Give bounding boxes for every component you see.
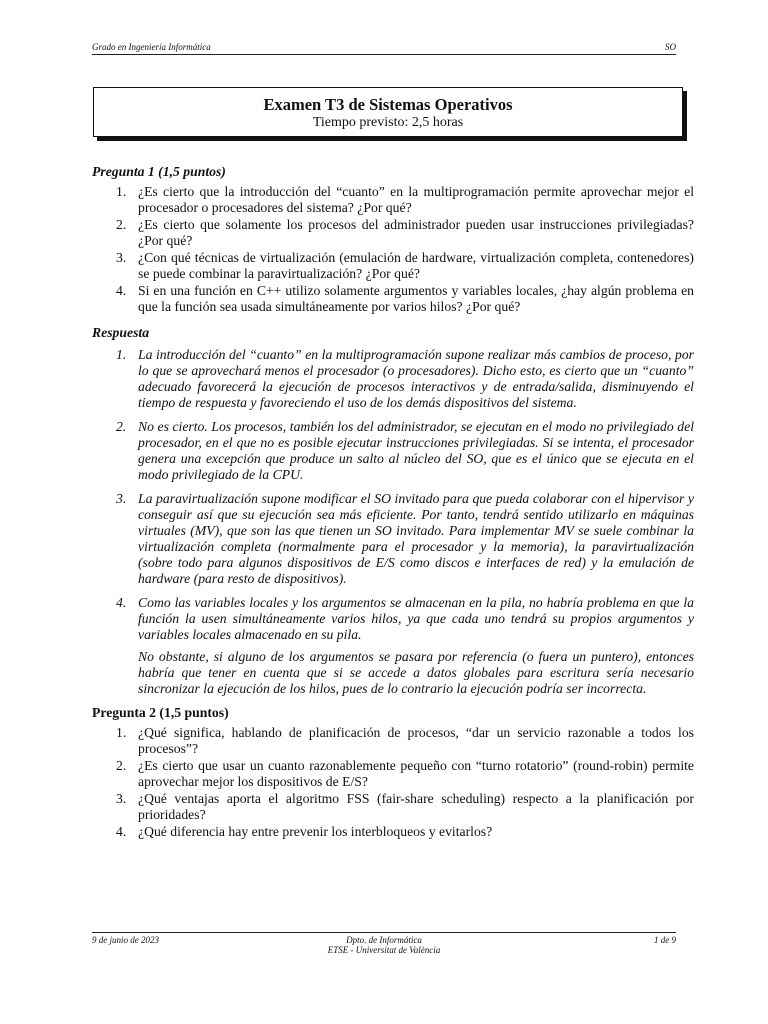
list-item — [92, 725, 694, 757]
question-2-list — [92, 725, 694, 840]
item-number: 1. — [116, 725, 127, 740]
header-right: SO — [665, 42, 676, 52]
list-item — [92, 758, 694, 790]
question-2-heading: Pregunta 2 (1,5 puntos) — [92, 705, 229, 720]
header-left: Grado en Ingeniería Informática — [92, 42, 211, 52]
question-text: ¿Qué significa, hablando de planificación de procesos, “dar un servicio razonable a todos los procesos”? — [138, 725, 694, 756]
item-number: 1. — [116, 184, 127, 199]
footer-dept-line1: Dpto. de Informática — [346, 935, 422, 945]
item-number: 2. — [116, 758, 127, 773]
question-text: ¿Es cierto que solamente los procesos del administrador pueden usar instrucciones privilegiadas? ¿Por qué? — [138, 217, 694, 248]
question-text: ¿Es cierto que la introducción del “cuanto” en la multiprogramación permite aprovechar mejor el procesador o procesadores del sistema? ¿Por qué? — [138, 184, 694, 215]
page-number: 1 de 9 — [654, 935, 676, 945]
list-item — [92, 347, 694, 411]
question-text: ¿Qué ventajas aporta el algoritmo FSS (fair-share scheduling) respecto a la planificación por prioridades? — [138, 791, 694, 822]
list-item — [92, 419, 694, 483]
footer-department — [328, 935, 440, 955]
list-item — [92, 491, 694, 587]
question-text: ¿Qué diferencia hay entre prevenir los interbloqueos y evitarlos? — [138, 824, 493, 839]
list-item — [92, 824, 694, 840]
answer-heading: Respuesta — [92, 325, 150, 340]
list-item — [92, 184, 694, 216]
exam-title: Examen T3 de Sistemas Operativos — [263, 95, 513, 114]
item-number: 1. — [116, 347, 127, 362]
list-item — [92, 791, 694, 823]
answer-text-continued: No obstante, si alguno de los argumentos se pasara por referencia (o fuera un puntero), entonces habría que tener en cuenta que si se accede a datos globales para escritura sería necesario sincronizar la ejecución de los hilos, pues de lo contrario la ejecución podría ser incorrecta. — [138, 649, 694, 696]
item-number: 3. — [116, 250, 127, 265]
answer-text: No es cierto. Los procesos, también los del administrador, se ejecutan en el modo no privilegiado del procesador, en el que no es posible ejecutar instrucciones privilegiadas. Si se intenta, el procesador genera una excepción que produce un salto al núcleo del SO, que es el único que se ejecuta en el modo privilegiado de la CPU. — [138, 419, 694, 482]
question-1-list — [92, 184, 694, 315]
item-number: 4. — [116, 283, 127, 298]
question-text: ¿Es cierto que usar un cuanto razonablemente pequeño con “turno rotatorio” (round-robin) permite aprovechar mejor los dispositivos de E/S? — [138, 758, 694, 789]
page-header — [92, 42, 676, 55]
question-text: Si en una función en C++ utilizo solamente argumentos y variables locales, ¿hay algún problema en que la función sea usada simultáneamente por varios hilos? ¿Por qué? — [138, 283, 694, 314]
page-footer — [92, 932, 676, 955]
item-number: 2. — [116, 419, 127, 434]
list-item — [92, 283, 694, 315]
question-text: ¿Con qué técnicas de virtualización (emulación de hardware, virtualización completa, contenedores) se puede combinar la paravirtualización? ¿Por qué? — [138, 250, 694, 281]
answer-text: La paravirtualización supone modificar el SO invitado para que pueda colaborar con el hipervisor y conseguir así que su ejecución sea más eficiente. Por tanto, tendrá sentido utilizarlo en máquinas virtuales (MV), que son las que tienen un SO invitado. Para implementar MV se suele combinar la virtualización completa (normalmente para el procesador y la memoria), la paravirtualización (sobre todo para algunos dispositivos de E/S como discos e interfaces de red) y la emulación de hardware (para resto de dispositivos). — [138, 491, 694, 586]
answer-list — [92, 347, 694, 697]
item-number: 3. — [116, 791, 127, 806]
answer-text: La introducción del “cuanto” en la multiprogramación supone realizar más cambios de proceso, por lo que se aprovechará menos el procesador (o procesadores). Dicho esto, es cierto que un “cuanto” adecuado favorecerá la ejecución de procesos interactivos y de entrada/salida, disminuyendo el tiempo de respuesta y favoreciendo el uso de los demás dispositivos del sistema. — [138, 347, 694, 410]
list-item — [92, 217, 694, 249]
question-1-heading: Pregunta 1 (1,5 puntos) — [92, 164, 226, 179]
list-item — [92, 250, 694, 282]
exam-content — [92, 164, 694, 841]
list-item — [92, 595, 694, 697]
footer-dept-line2: ETSE - Universitat de València — [327, 945, 441, 955]
item-number: 4. — [116, 595, 127, 610]
exam-title-box — [93, 87, 683, 137]
answer-text: Como las variables locales y los argumentos se almacenan en la pila, no habría problema en que la función la usen simultáneamente varios hilos, ya que cada uno tendrá su propios argumentos y variables locales almacenado en su pila. — [138, 595, 694, 642]
footer-date: 9 de junio de 2023 — [92, 935, 159, 945]
item-number: 3. — [116, 491, 127, 506]
item-number: 2. — [116, 217, 127, 232]
item-number: 4. — [116, 824, 127, 839]
exam-duration: Tiempo previsto: 2,5 horas — [312, 115, 464, 130]
